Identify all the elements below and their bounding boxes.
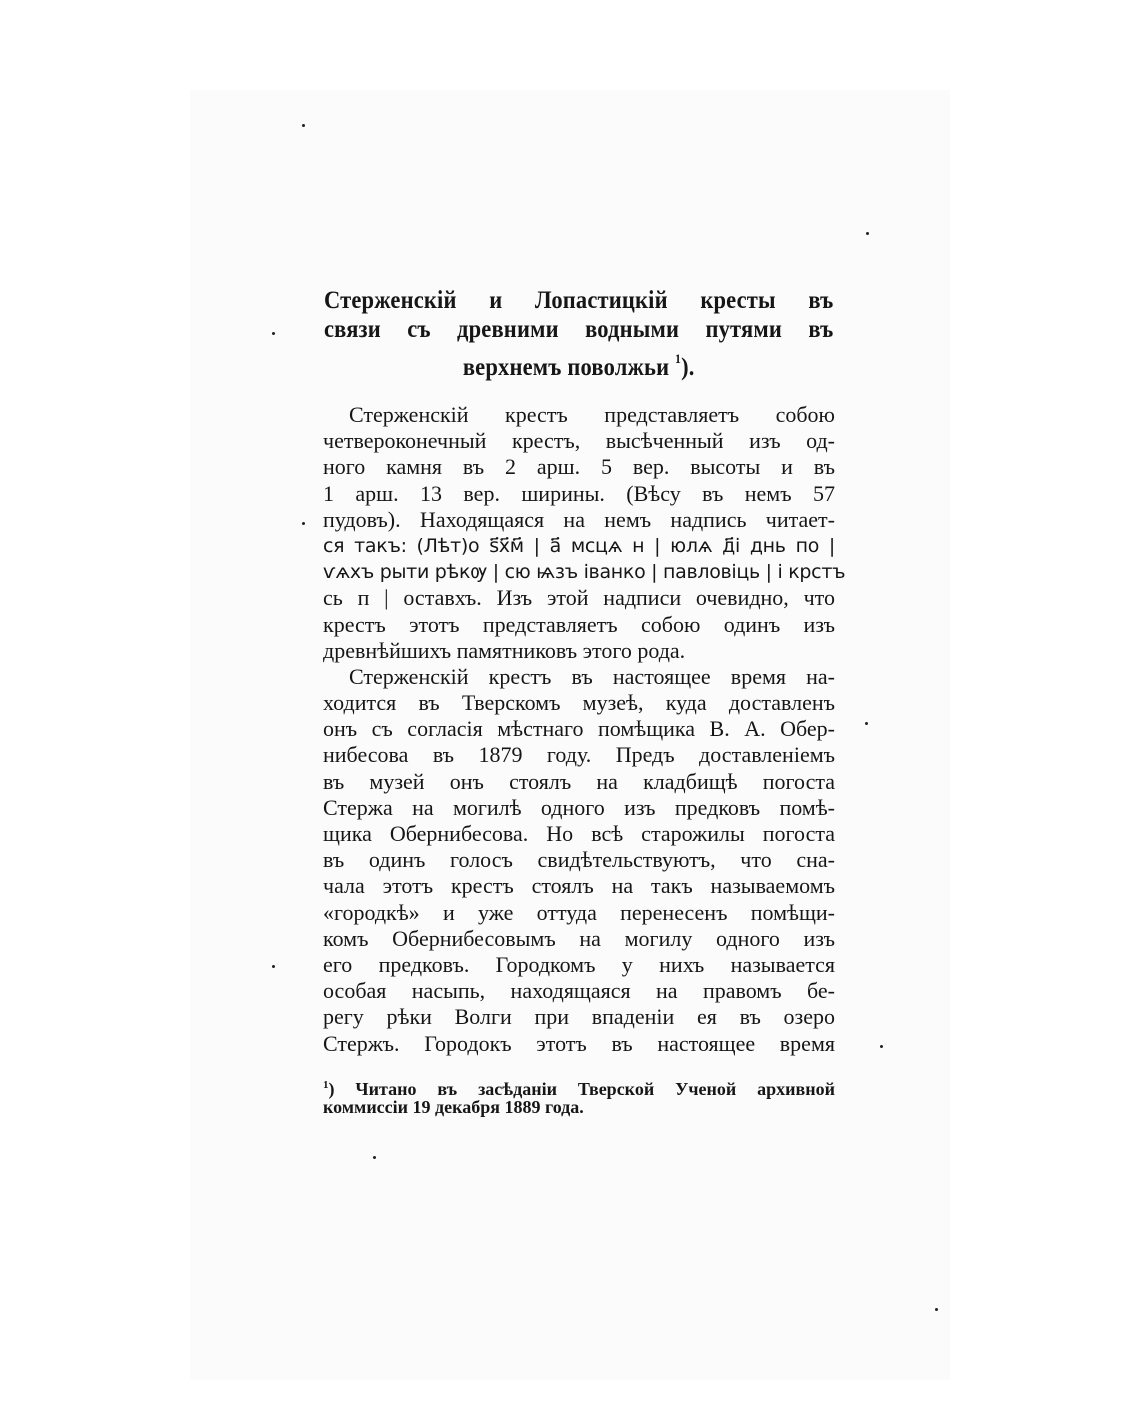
body-line: въ музей онъ стоялъ на кладбищѣ погоста — [323, 768, 835, 794]
body-line: сь п | оставхъ. Изъ этой надписи очевидно, что — [323, 585, 835, 611]
scan-speck — [302, 124, 305, 127]
scan-speck — [880, 1045, 883, 1048]
body-line: пудовъ). Находящаяся на немъ надпись читает- — [323, 506, 835, 532]
title-footnote-ref: 1 — [675, 351, 682, 366]
body-line: Стерженскій крестъ въ настоящее время на- — [349, 663, 835, 689]
body-line: особая насыпь, находящаяся на правомъ бе- — [323, 978, 835, 1004]
body-line: ного камня въ 2 арш. 5 вер. высоты и въ — [323, 454, 835, 480]
scan-speck — [866, 232, 869, 235]
body-line: въ одинъ голосъ свидѣтельствуютъ, что сна- — [323, 847, 835, 873]
body-text — [323, 402, 846, 1057]
scan-speck — [272, 332, 275, 335]
body-line: Стерженскій крестъ представляетъ собою — [349, 402, 835, 427]
body-line: крестъ этотъ представляетъ собою одинъ изъ — [323, 611, 835, 637]
inscription-line: ѵѧхъ рыти рѣкѹ | сю ѩзъ іванко | павловіць | і крстъ — [323, 561, 846, 584]
body-line: Стержъ. Городокъ этотъ въ настоящее время — [323, 1030, 835, 1056]
body-line: его предковъ. Городкомъ у нихъ называется — [323, 951, 835, 977]
title-closing: ). — [681, 354, 695, 381]
title-line-2: связи съ древними водными путями въ — [324, 316, 834, 343]
body-line: онъ съ согласія мѣстнаго помѣщика В. А. Обер- — [323, 716, 835, 742]
body-line: четвероконечный крестъ, высѣченный изъ од- — [323, 428, 835, 454]
scan-speck — [373, 1156, 376, 1159]
footnote-marker: 1 — [323, 1079, 329, 1091]
body-line: ходится въ Тверскомъ музеѣ, куда доставленъ — [323, 690, 835, 716]
body-line: регу рѣки Волги при впаденіи ея въ озеро — [323, 1004, 835, 1030]
body-line: «городкѣ» и уже оттуда перенесенъ помѣщи- — [323, 899, 835, 925]
footnote-line-1 — [323, 1074, 835, 1099]
body-line: древнѣйшихъ памятниковъ этого рода. — [323, 637, 686, 663]
title-line-1: Стерженскій и Лопастицкій кресты въ — [324, 287, 834, 314]
scan-speck — [935, 1308, 938, 1311]
body-line: нибесова въ 1879 году. Предъ доставленіемъ — [323, 742, 835, 768]
title-line-3 — [324, 344, 833, 381]
body-line: 1 арш. 13 вер. ширины. (Вѣсу въ немъ 57 — [323, 480, 835, 506]
page-title — [324, 286, 834, 381]
scan-speck — [865, 722, 868, 725]
title-line-3-text: верхнемъ поволжьи — [462, 354, 670, 381]
body-line: Стержа на могилѣ одного изъ предковъ помѣ- — [323, 794, 835, 820]
footnote-line-2: коммиссіи 19 декабря 1889 года. — [323, 1097, 584, 1117]
scan-speck — [272, 965, 275, 968]
footnote — [323, 1074, 835, 1118]
body-line: щика Обернибесова. Но всѣ старожилы погоста — [323, 821, 835, 846]
footnote-line-1-text: ) Читано въ засѣданіи Тверской Ученой архивной — [328, 1079, 835, 1099]
scan-speck — [302, 522, 305, 525]
body-line: чала этотъ крестъ стоялъ на такъ называемомъ — [323, 873, 835, 899]
inscription-line: ся такъ: (Лѣт)о ѕ҃х҃м҃ | а҃ мсцѧ н | юлѧ д҃і днь по | — [323, 534, 835, 557]
body-line: комъ Обернибесовымъ на могилу одного изъ — [323, 925, 835, 951]
